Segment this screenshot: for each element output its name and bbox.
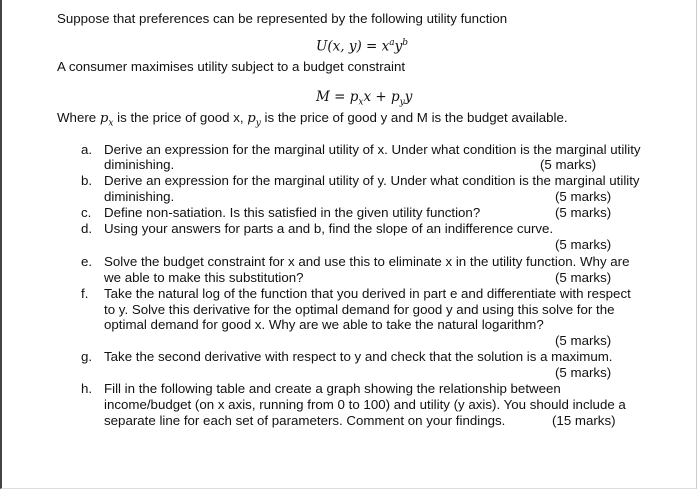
item-f-line-1: Take the natural log of the function that you derived in part e and differentiate with respect	[104, 286, 631, 301]
intro-text: Suppose that preferences can be represented by the following utility function	[57, 11, 508, 26]
item-c-line-1: Define non-satiation. Is this satisfied in the given utility function?	[104, 205, 481, 220]
item-a-marks: (5 marks)	[540, 157, 597, 172]
item-h-line-1: Fill in the following table and create a graph showing the relationship between	[104, 381, 561, 396]
item-label-b: b.	[81, 173, 93, 188]
item-e-line-1: Solve the budget constraint for x and use this to eliminate x in the utility function. Why are	[104, 254, 630, 269]
item-e-marks: (5 marks)	[555, 270, 612, 285]
item-label-e: e.	[81, 254, 93, 269]
item-h-line-3: separate line for each set of parameters. Comment on your findings.	[104, 413, 506, 428]
item-label-c: c.	[81, 205, 92, 220]
item-label-g: g.	[81, 349, 93, 364]
item-f-line-2: to y. Solve this derivative for the optimal demand for good y and using this solve for the	[104, 302, 615, 317]
item-label-f: f.	[81, 286, 89, 301]
item-label-a: a.	[81, 142, 93, 157]
item-b-line-1: Derive an expression for the marginal utility of y. Under what condition is the marginal utility	[104, 173, 640, 188]
item-g-marks: (5 marks)	[555, 365, 612, 380]
item-h-line-2: income/budget (on x axis, running from 0 to 100) and utility (y axis). You should include a	[104, 397, 626, 412]
item-d-line-1: Using your answers for parts a and b, find the slope of an indifference curve.	[104, 221, 554, 236]
item-c-marks: (5 marks)	[555, 205, 612, 220]
item-d-marks: (5 marks)	[555, 237, 612, 252]
item-b-marks: (5 marks)	[555, 189, 612, 204]
item-h-marks: (15 marks)	[552, 413, 616, 428]
item-a-line-1: Derive an expression for the marginal utility of x. Under what condition is the marginal utility	[104, 142, 641, 157]
budget-equation: $M = p_xx + p_yy$	[316, 89, 413, 108]
item-label-h: h.	[81, 381, 93, 396]
item-g-line-1: Take the second derivative with respect to y and check that the solution is a maximum.	[104, 349, 613, 364]
where-text: Where $p_x$ is the price of good x, $p_y$ is the price of good y and M is the budget available.	[57, 110, 568, 129]
constraint-intro: A consumer maximises utility subject to a budget constraint	[57, 59, 406, 74]
item-f-line-3: optimal demand for good x. Why are we able to take the natural logarithm?	[104, 317, 544, 332]
utility-equation: U(x, $y) = x^ay^b$	[316, 38, 409, 55]
item-f-marks: (5 marks)	[555, 333, 612, 348]
item-b-line-2: diminishing.	[104, 189, 175, 204]
item-label-d: d.	[81, 221, 93, 236]
item-e-line-2: we able to make this substitution?	[104, 270, 304, 285]
item-a-line-2: diminishing.	[104, 157, 175, 172]
